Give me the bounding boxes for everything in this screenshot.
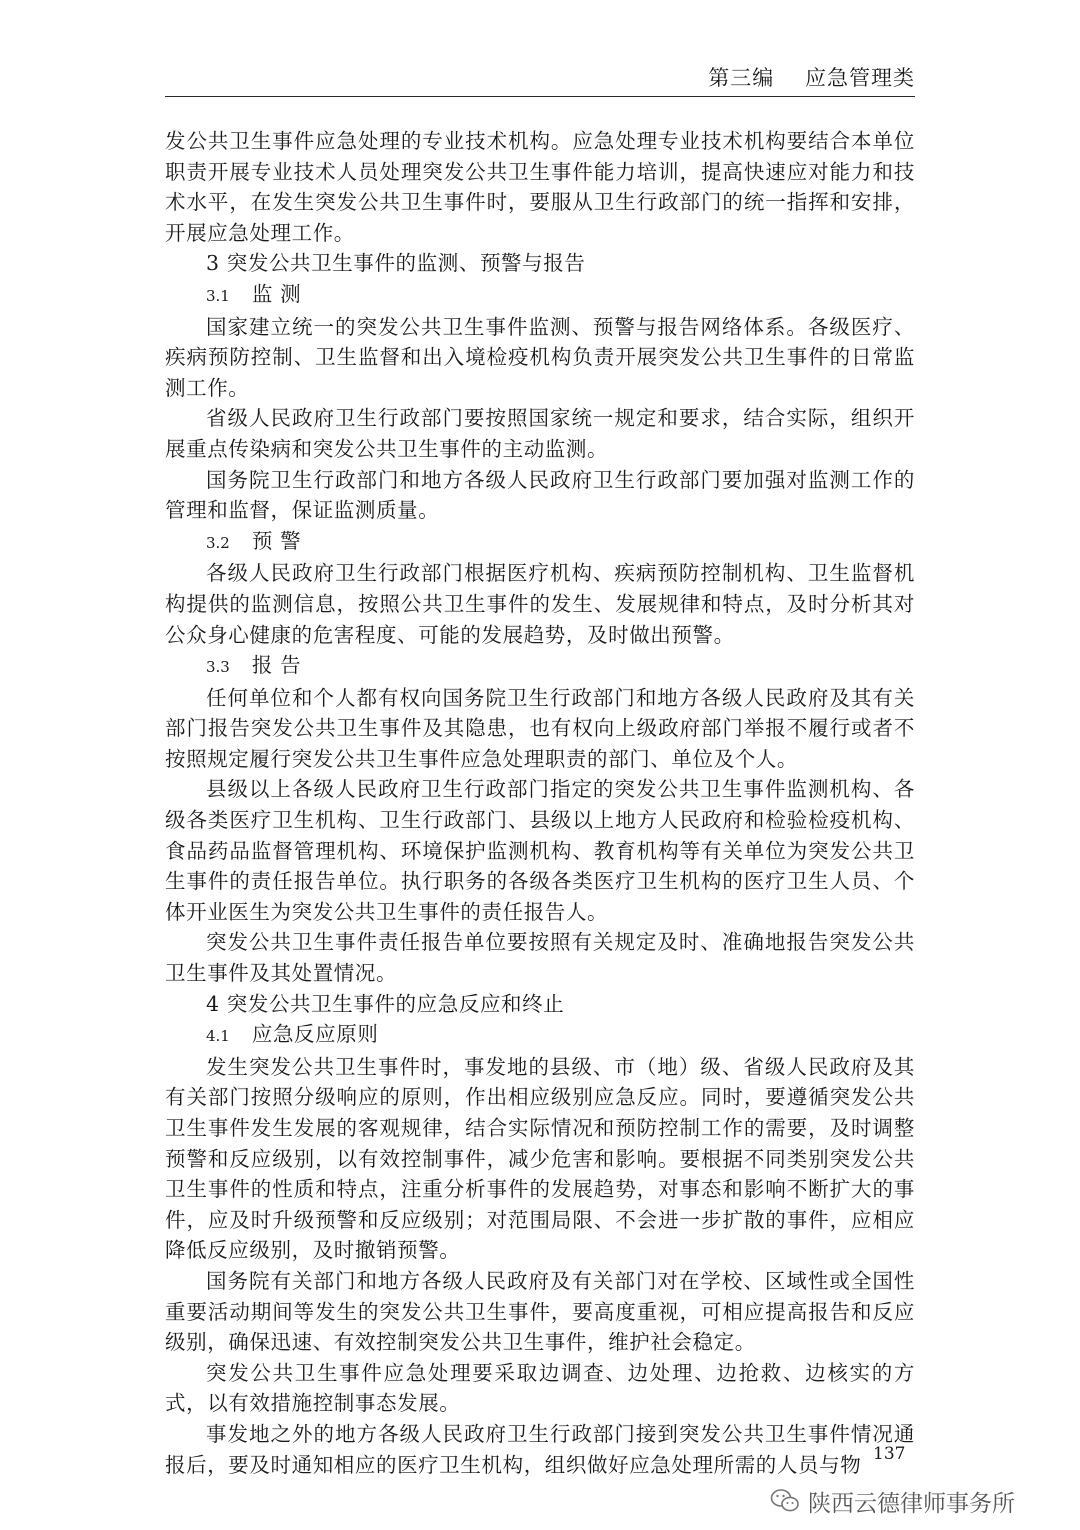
page-number: 137 — [873, 1444, 906, 1464]
section-number: 3.2 — [206, 533, 230, 552]
paragraph: 国家建立统一的突发公共卫生事件监测、预警与报告网络体系。各级医疗、疾病预防控制、卫生监督和出入境检疫机构负责开展突发公共卫生事件的日常监测工作。 — [165, 314, 915, 400]
paragraph: 发公共卫生事件应急处理的专业技术机构。应急处理专业技术机构要结合本单位职责开展专业技术人员处理突发公共卫生事件能力培训，提高快速应对能力和技术水平，在发生突发公共卫生事件时，要服从卫生行政部门的统一指挥和安排，开展应急处理工作。 — [165, 129, 915, 245]
subsection-title: 预 警 — [251, 528, 302, 553]
document-body — [165, 126, 915, 1480]
watermark — [770, 1484, 1015, 1518]
subsection-heading-3-2 — [165, 526, 915, 559]
paragraph: 任何单位和个人都有权向国务院卫生行政部门和地方各级人民政府及其有关部门报告突发公共卫生事件及其隐患，也有权向上级政府部门举报不履行或者不按照规定履行突发公共卫生事件应急处理职责的部门、单位及个人。 — [165, 685, 915, 771]
paragraph: 国务院卫生行政部门和地方各级人民政府卫生行政部门要加强对监测工作的管理和监督，保证监测质量。 — [165, 467, 915, 523]
paragraph: 国务院有关部门和地方各级人民政府及有关部门对在学校、区域性或全国性重要活动期间等发生的突发公共卫生事件，要高度重视，可相应提高报告和反应级别，确保迅速、有效控制突发公共卫生事件，维护社会稳定。 — [165, 1268, 915, 1355]
section-number: 3.1 — [206, 286, 230, 305]
section-number: 4.1 — [206, 1027, 230, 1046]
paragraph: 突发公共卫生事件应急处理要采取边调查、边处理、边抢救、边核实的方式，以有效措施控制事态发展。 — [165, 1360, 915, 1416]
subsection-heading-4-1 — [165, 1019, 915, 1052]
watermark-text: 陕西云德律师事务所 — [808, 1490, 1015, 1517]
header-title: 第三编 应急管理类 — [708, 66, 915, 90]
subsection-title: 监 测 — [251, 281, 302, 306]
section-heading-4: 4 突发公共卫生事件的应急反应和终止 — [206, 991, 565, 1016]
section-heading-3: 3 突发公共卫生事件的监测、预警与报告 — [206, 251, 586, 276]
subsection-title: 应急反应原则 — [251, 1022, 379, 1047]
section-number: 3.3 — [206, 658, 230, 677]
paragraph: 县级以上各级人民政府卫生行政部门指定的突发公共卫生事件监测机构、各级各类医疗卫生机构、卫生行政部门、县级以上地方人民政府和检验检疫机构、食品药品监督管理机构、环境保护监测机构、教育机构等有关单位为突发公共卫生事件的责任报告单位。执行职务的各级各类医疗卫生机构的医疗卫生人员、个体开业医生为突发公共卫生事件的责任报告人。 — [165, 777, 915, 924]
wechat-icon — [770, 1488, 800, 1514]
paragraph: 省级人民政府卫生行政部门要按照国家统一规定和要求，结合实际，组织开展重点传染病和突发公共卫生事件的主动监测。 — [165, 406, 915, 461]
subsection-title: 报 告 — [251, 653, 302, 678]
paragraph: 各级人民政府卫生行政部门根据医疗机构、疾病预防控制机构、卫生监督机构提供的监测信息，按照公共卫生事件的发生、发展规律和特点，及时分析其对公众身心健康的危害程度、可能的发展趋势，及时做出预警。 — [165, 561, 915, 647]
subsection-heading-3-1 — [165, 279, 915, 312]
subsection-heading-3-3 — [165, 650, 915, 683]
paragraph: 发生突发公共卫生事件时，事发地的县级、市（地）级、省级人民政府及其有关部门按照分级响应的原则，作出相应级别应急反应。同时，要遵循突发公共卫生事件发生发展的客观规律，结合实际情况和预防控制工作的需要，及时调整预警和反应级别，以有效控制事件，减少危害和影响。要根据不同类别突发公共卫生事件的性质和特点，注重分析事件的发展趋势，对事态和影响不断扩大的事件，应及时升级预警和反应级别；对范围局限、不会进一步扩散的事件，应相应降低反应级别，及时撤销预警。 — [165, 1054, 915, 1263]
running-header — [165, 62, 915, 97]
paragraph: 事发地之外的地方各级人民政府卫生行政部门接到突发公共卫生事件情况通报后，要及时通知相应的医疗卫生机构，组织做好应急处理所需的人员与物 — [165, 1421, 915, 1477]
paragraph: 突发公共卫生事件责任报告单位要按照有关规定及时、准确地报告突发公共卫生事件及其处置情况。 — [165, 930, 915, 986]
